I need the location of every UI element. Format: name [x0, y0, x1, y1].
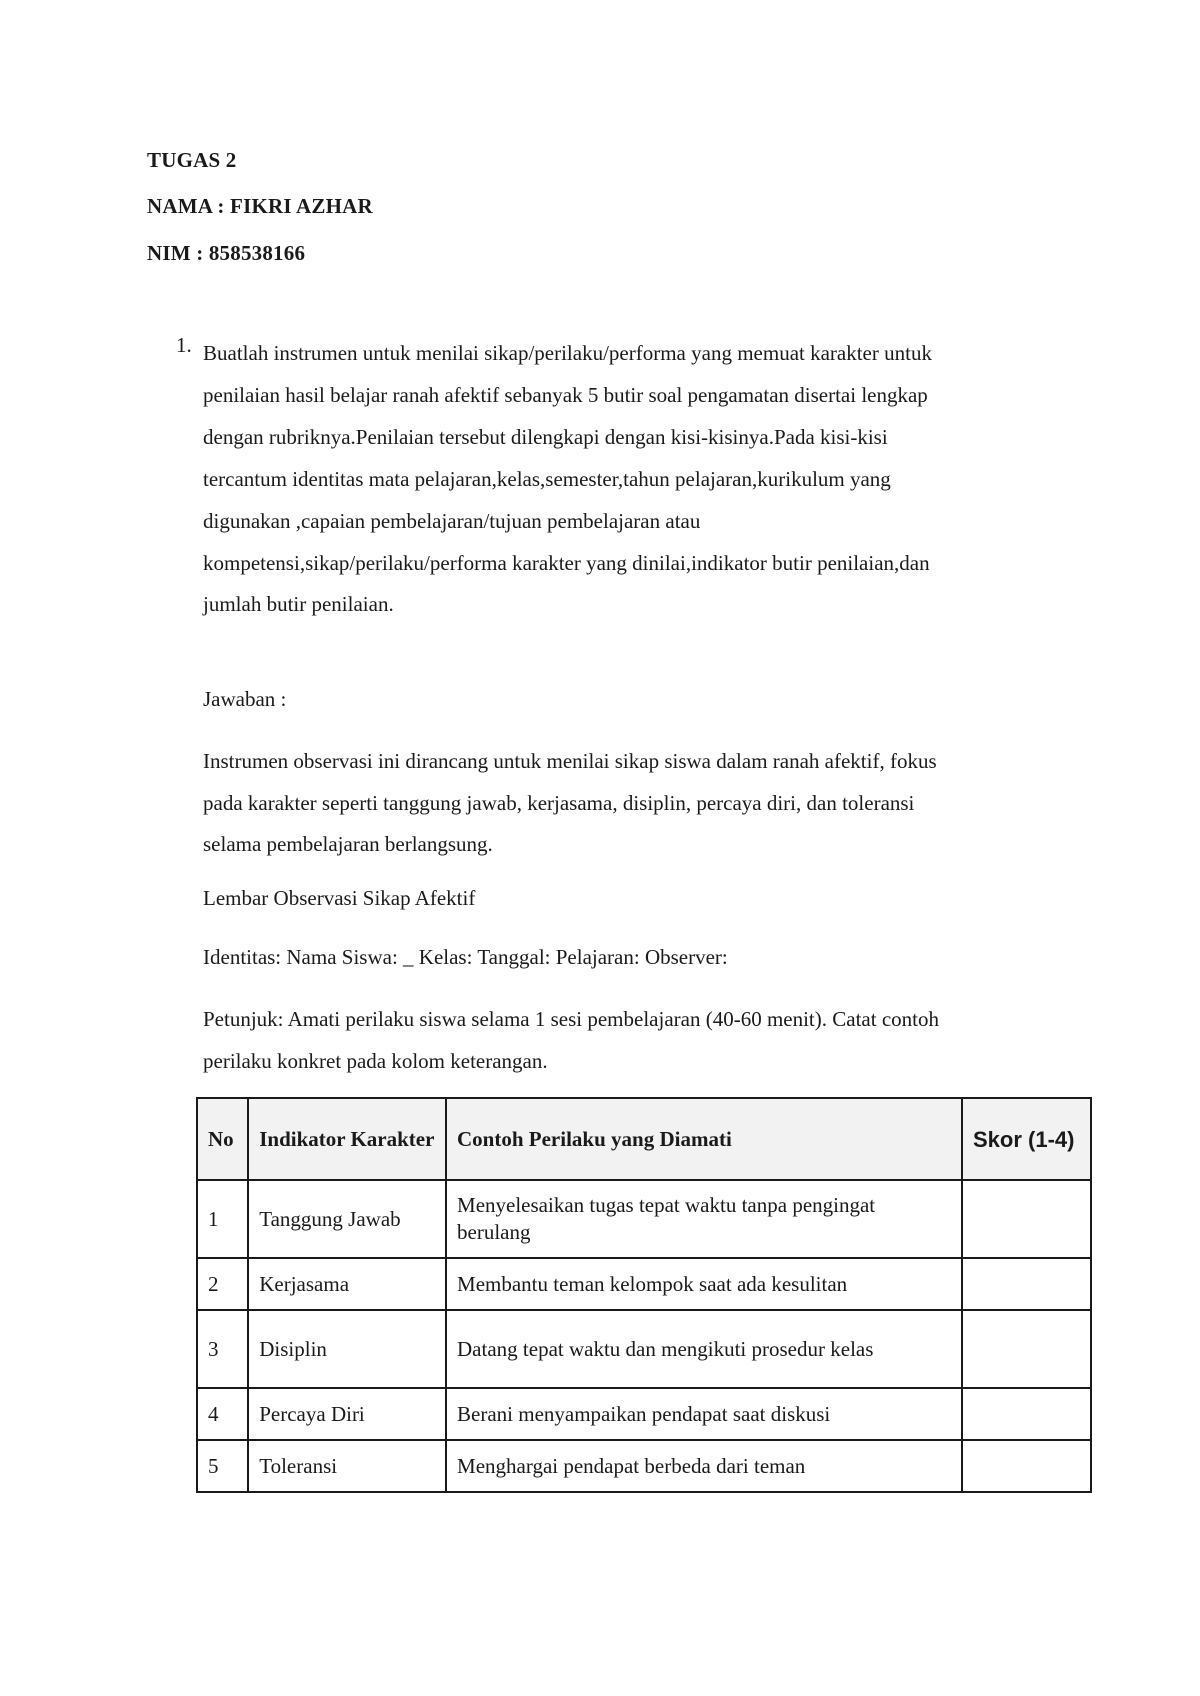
answer-intro-line: selama pembelajaran berlangsung.	[203, 832, 493, 856]
question-line: kompetensi,sikap/perilaku/performa karakter yang dinilai,indikator butir penilaian,dan	[203, 550, 930, 575]
document-title: TUGAS 2	[147, 148, 237, 172]
instruction	[203, 999, 939, 1082]
row-indicator: Tanggung Jawab	[248, 1180, 446, 1258]
table-row	[197, 1258, 1091, 1310]
question-text	[203, 333, 1083, 626]
row-no: 3	[197, 1310, 248, 1388]
answer-intro-line: Instrumen observasi ini dirancang untuk menilai sikap siswa dalam ranah afektif, fokus	[203, 749, 937, 773]
table-row	[197, 1388, 1091, 1440]
row-no: 5	[197, 1440, 248, 1492]
row-example: Datang tepat waktu dan mengikuti prosedur kelas	[446, 1310, 962, 1388]
row-no: 1	[197, 1180, 248, 1258]
row-example: Membantu teman kelompok saat ada kesulitan	[446, 1258, 962, 1310]
question-line: penilaian hasil belajar ranah afektif sebanyak 5 butir soal pengamatan disertai lengkap	[203, 382, 928, 407]
row-example: Menyelesaikan tugas tepat waktu tanpa pengingat berulang	[446, 1180, 962, 1258]
row-example: Menghargai pendapat berbeda dari teman	[446, 1440, 962, 1492]
header-indicator: Indikator Karakter	[248, 1098, 446, 1180]
instruction-line: perilaku konkret pada kolom keterangan.	[203, 1048, 548, 1073]
answer-intro	[203, 741, 937, 866]
student-name: NAMA : FIKRI AZHAR	[147, 194, 373, 218]
row-indicator: Kerjasama	[248, 1258, 446, 1310]
instruction-line: Petunjuk: Amati perilaku siswa selama 1 sesi pembelajaran (40-60 menit). Catat contoh	[203, 1007, 939, 1031]
row-indicator: Disiplin	[248, 1310, 446, 1388]
row-score[interactable]	[962, 1310, 1091, 1388]
question-line: jumlah butir penilaian.	[203, 592, 394, 617]
question-line: tercantum identitas mata pelajaran,kelas,semester,tahun pelajaran,kurikulum yang	[203, 466, 891, 491]
row-score[interactable]	[962, 1258, 1091, 1310]
row-example: Berani menyampaikan pendapat saat diskusi	[446, 1388, 962, 1440]
identity-line: Identitas: Nama Siswa: _ Kelas: Tanggal: Pelajaran: Observer:	[203, 945, 728, 969]
header-no: No	[197, 1098, 248, 1180]
sheet-title: Lembar Observasi Sikap Afektif	[203, 886, 476, 910]
row-indicator: Percaya Diri	[248, 1388, 446, 1440]
row-score[interactable]	[962, 1440, 1091, 1492]
table-row	[197, 1440, 1091, 1492]
row-no: 4	[197, 1388, 248, 1440]
row-score[interactable]	[962, 1388, 1091, 1440]
question-line: digunakan ,capaian pembelajaran/tujuan pembelajaran atau	[203, 508, 701, 533]
table-row	[197, 1180, 1091, 1258]
observation-table	[196, 1097, 1092, 1493]
question-line: dengan rubriknya.Penilaian tersebut dilengkapi dengan kisi-kisinya.Pada kisi-kisi	[203, 424, 888, 449]
header-example: Contoh Perilaku yang Diamati	[446, 1098, 962, 1180]
header-score: Skor (1-4)	[962, 1098, 1091, 1180]
question-line: Buatlah instrumen untuk menilai sikap/perilaku/performa yang memuat karakter untuk	[203, 341, 932, 365]
row-indicator: Toleransi	[248, 1440, 446, 1492]
table-header-row	[197, 1098, 1091, 1180]
student-nim: NIM : 858538166	[147, 241, 306, 265]
row-score[interactable]	[962, 1180, 1091, 1258]
answer-label: Jawaban :	[203, 687, 287, 711]
answer-intro-line: pada karakter seperti tanggung jawab, kerjasama, disiplin, percaya diri, dan toleransi	[203, 790, 915, 815]
table-row	[197, 1310, 1091, 1388]
question-number: 1.	[176, 333, 192, 357]
row-no: 2	[197, 1258, 248, 1310]
